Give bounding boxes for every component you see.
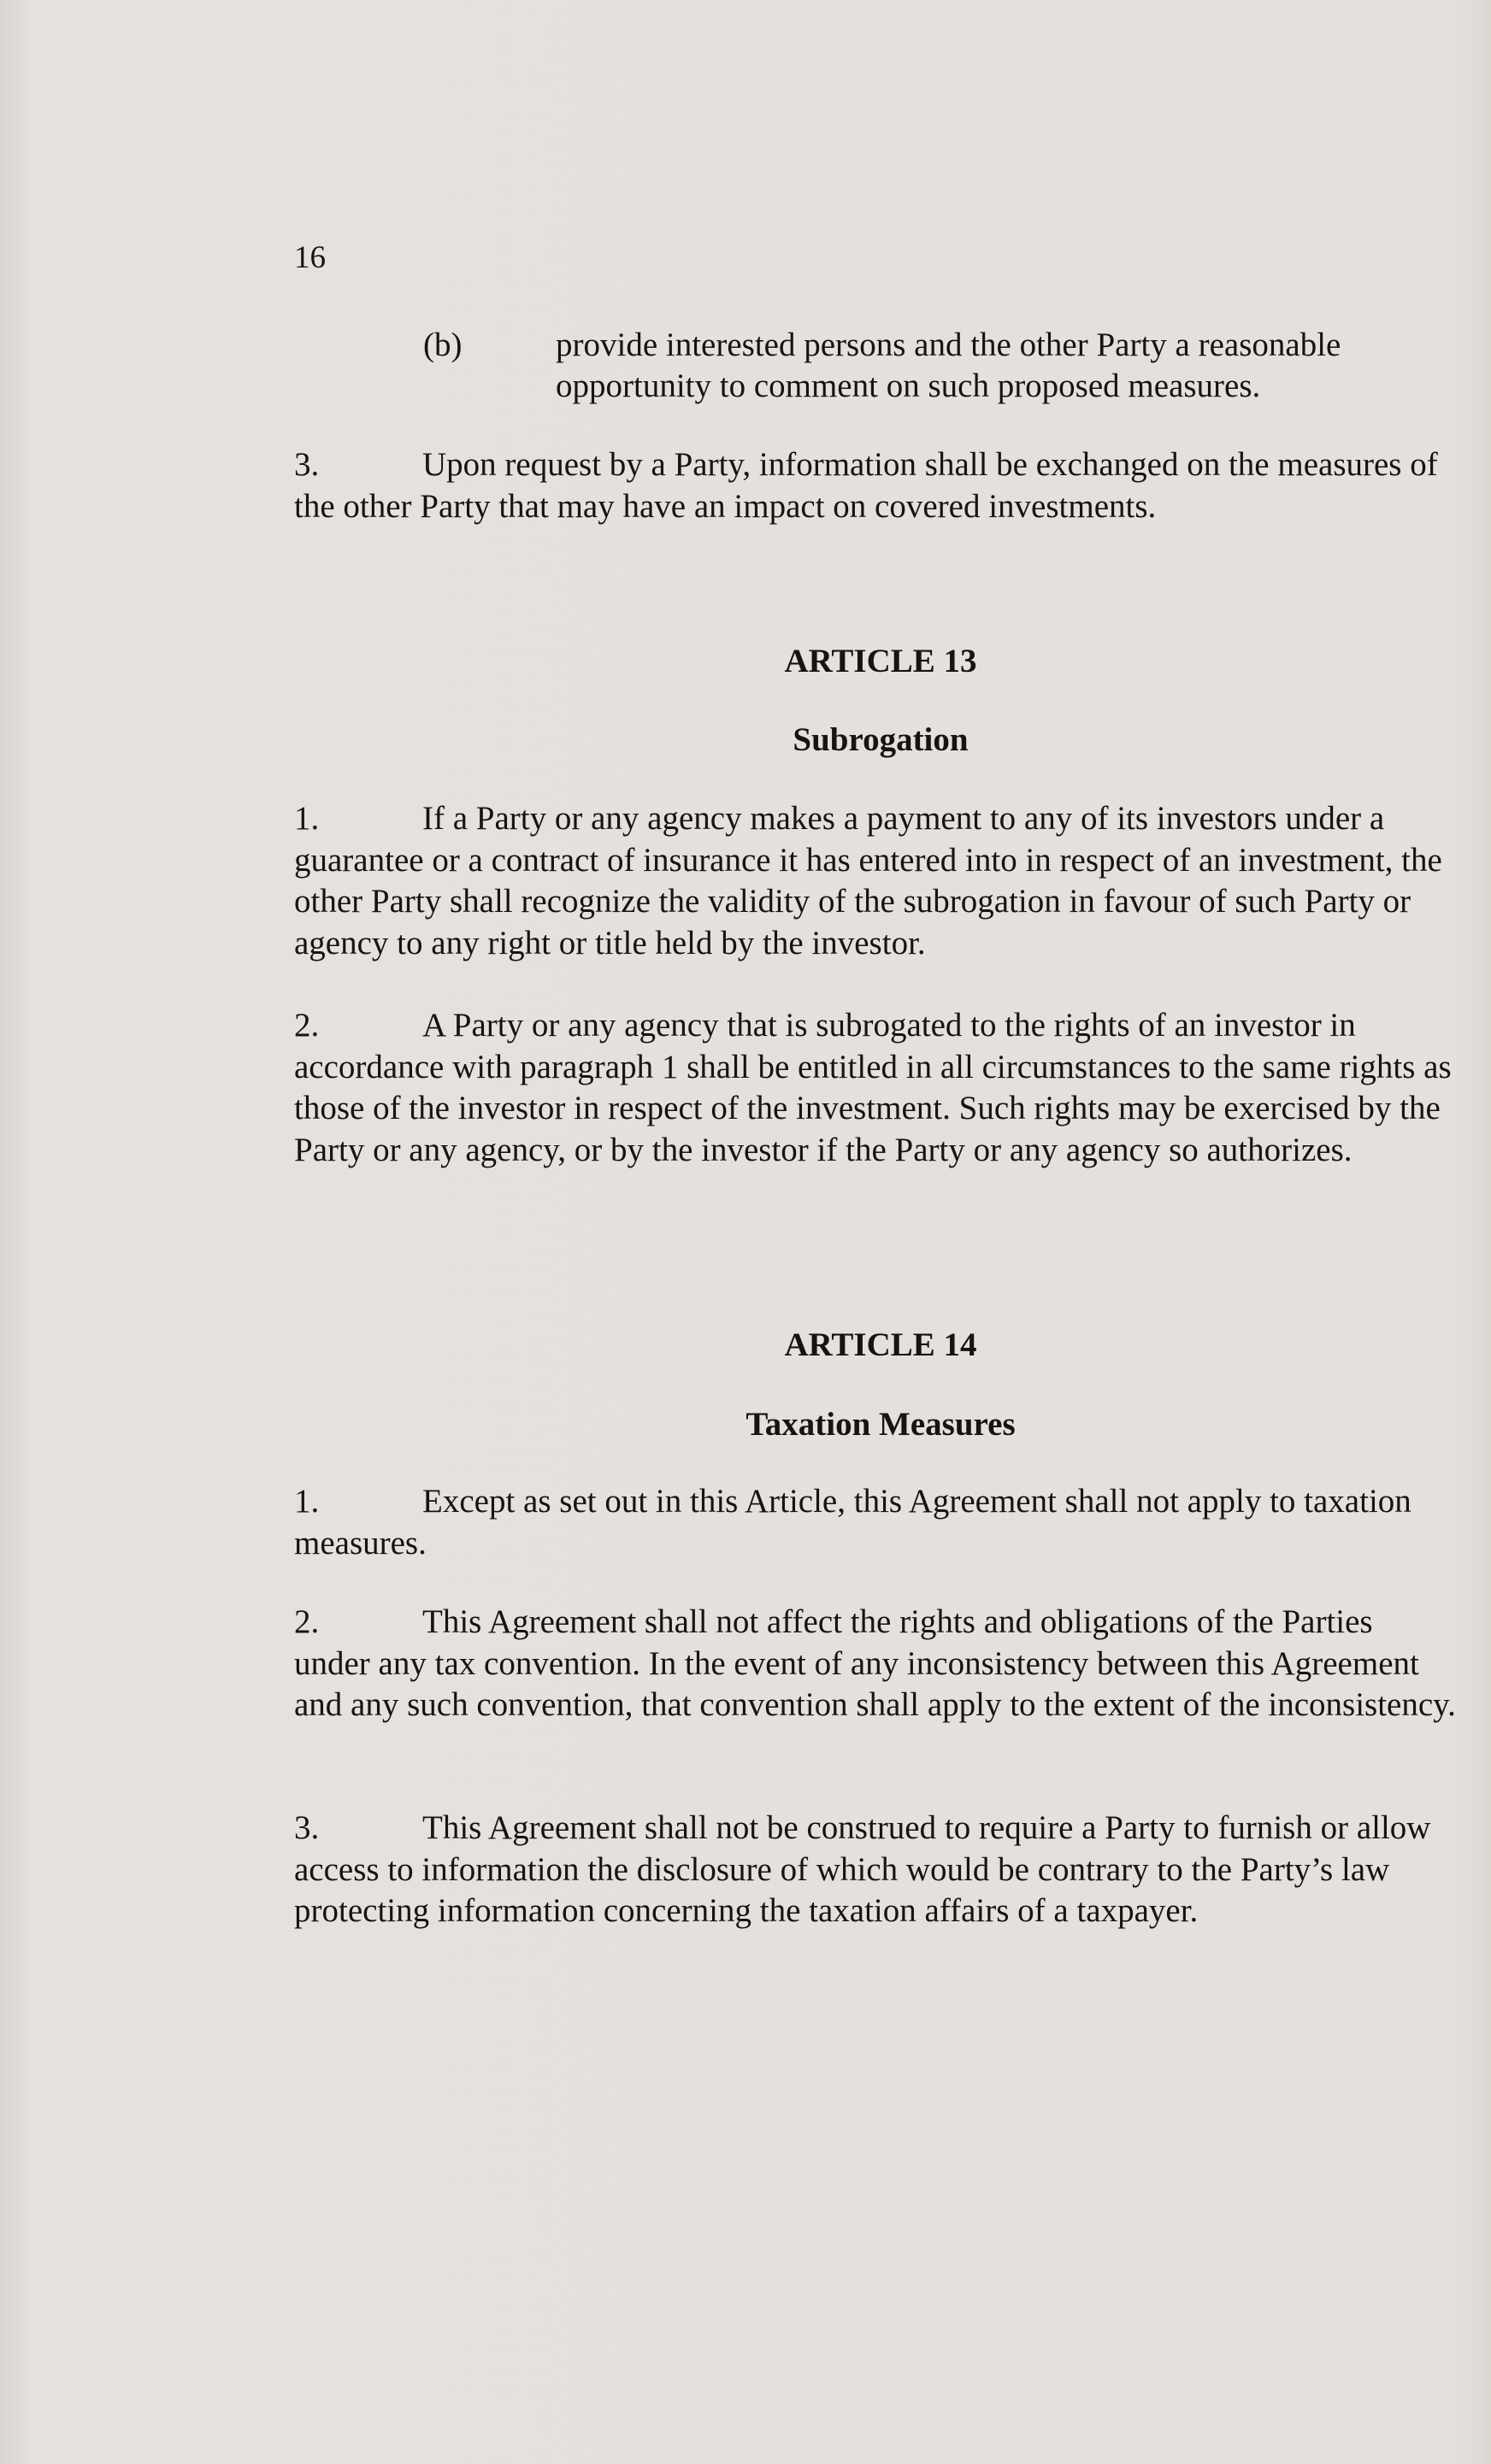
paragraph-text: If a Party or any agency makes a payment to any of its investors under a guarantee or a contract of insurance it has entered into in respect of an investment, the other Party shall recognize the validity of the subrogation in favour of such Party or agency to any right or title held by the investor. [294, 800, 1442, 961]
paragraph-number: 2. [294, 1603, 320, 1640]
subparagraph-marker: (b) [423, 326, 463, 363]
paragraph-text: This Agreement shall not be construed to require a Party to furnish or allow access to information the disclosure of which would be contrary to the Party’s law protecting information concerning the taxation affairs of a taxpayer. [294, 1809, 1431, 1929]
paragraph-number: 2. [294, 1007, 320, 1044]
article-14-paragraph-3 [294, 1808, 1457, 1932]
paragraph-text: This Agreement shall not affect the rights and obligations of the Parties under any tax convention. In the event of any inconsistency between this Agreement and any such convention, that convention shall apply to the extent of the inconsistency. [294, 1603, 1456, 1723]
article-13-title: Subrogation [793, 721, 969, 758]
page-number: 16 [294, 240, 326, 275]
article-13-heading: ARTICLE 13 [784, 643, 977, 679]
paragraph-number: 1. [294, 800, 320, 837]
paragraph-3 [294, 444, 1457, 527]
article-14-title: Taxation Measures [746, 1406, 1016, 1443]
article-13-paragraph-1 [294, 798, 1457, 964]
paragraph-text: Except as set out in this Article, this Agreement shall not apply to taxation measures. [294, 1483, 1411, 1561]
article-14-paragraph-1 [294, 1481, 1457, 1564]
paragraph-number: 3. [294, 1809, 320, 1846]
article-14-paragraph-2 [294, 1602, 1457, 1726]
paragraph-text: Upon request by a Party, information shall be exchanged on the measures of the other Party that may have an impact on covered investments. [294, 446, 1438, 525]
paragraph-text: A Party or any agency that is subrogated to the rights of an investor in accordance with paragraph 1 shall be entitled in all circumstances to the same rights as those of the investor in respect of the investment. Such rights may be exercised by the Party or any agency, or by the investor if the Party or any agency so authorizes. [294, 1007, 1452, 1168]
paragraph-number: 1. [294, 1483, 320, 1520]
subparagraph-text: provide interested persons and the other Party a reasonable opportunity to comment on such proposed measures. [556, 326, 1341, 404]
article-13-paragraph-2 [294, 1005, 1457, 1171]
paragraph-number: 3. [294, 446, 320, 483]
article-14-heading: ARTICLE 14 [784, 1326, 977, 1363]
